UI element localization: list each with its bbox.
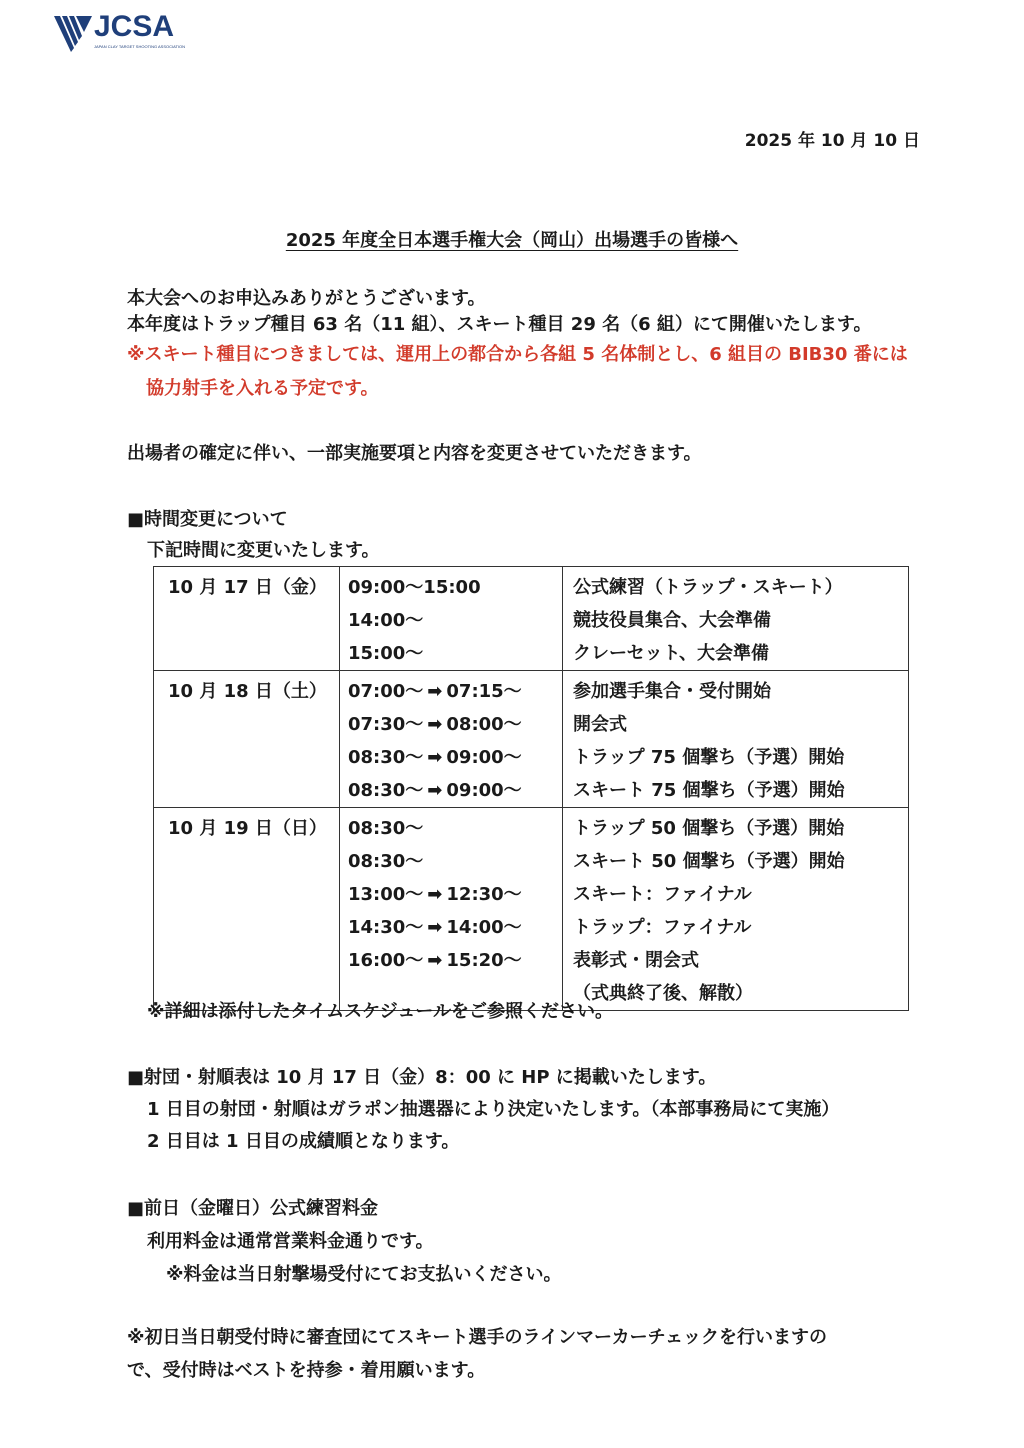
fee-line-2: ※料金は当日射撃場受付にてお支払いください。 [166,1264,562,1285]
time-change-subtext: 下記時間に変更いたします。 [147,540,380,561]
intro-line-1: 本大会へのお申込みありがとうございます。 [127,288,486,309]
event-cell: （式典終了後、解散） [573,983,753,1004]
jcsa-logo [54,10,194,56]
event-cell: スキート：ファイナル [573,884,752,905]
intro-line-2: 本年度はトラップ種目 63 名（11 組）、スキート種目 29 名（6 組）にて開催いたします。 [127,314,872,335]
day-date: 10 月 18 日（土） [168,681,327,702]
jcsa-emblem-icon [54,14,94,52]
arrow-right-icon: ➡ [427,950,443,971]
fee-line-1: 利用料金は通常営業料金通りです。 [147,1231,434,1252]
event-cell: スキート 50 個撃ち（予選）開始 [573,851,845,872]
arrow-right-icon: ➡ [427,780,443,801]
event-cell: トラップ：ファイナル [573,917,752,938]
time-cell: 16:00～ ➡ 15:20～ [348,944,562,977]
event-cell: スキート 75 個撃ち（予選）開始 [573,780,845,801]
event-cell: トラップ 50 個撃ち（予選）開始 [573,818,845,839]
logo-subtitle: JAPAN CLAY TARGET SHOOTING ASSOCIATION [94,44,186,49]
schedule-day-row [154,567,909,671]
arrow-right-icon: ➡ [427,747,443,768]
arrow-right-icon: ➡ [427,714,443,735]
time-cell: 09:00～15:00 [348,577,481,598]
skeet-note-line-1: ※スキート種目につきましては、運用上の都合から各組 5 名体制とし、6 組目の BIB30 番には [127,344,908,365]
logo-text: JCSA [94,10,175,43]
order-line-1: 1 日目の射団・射順はガラポン抽選器により決定いたします。（本部事務局にて実施） [147,1099,840,1120]
arrow-right-icon: ➡ [427,917,443,938]
event-cell: 表彰式・閉会式 [573,950,699,971]
order-heading: ■射団・射順表は 10 月 17 日（金）8：00 に HP に掲載いたします。 [127,1067,717,1088]
skeet-note-line-2: 協力射手を入れる予定です。 [146,378,379,399]
event-cell: トラップ 75 個撃ち（予選）開始 [573,747,845,768]
document-date: 2025 年 10 月 10 日 [744,131,920,151]
final-note-line-2: で、受付時はベストを持参・着用願います。 [127,1360,486,1381]
time-cell: 14:00～ [348,610,424,631]
time-cell: 08:30～ ➡ 09:00～ [348,741,562,774]
schedule-day-row [154,671,909,808]
schedule-table [153,566,909,1011]
time-cell: 08:30～ [348,818,424,839]
change-notice: 出場者の確定に伴い、一部実施要項と内容を変更させていただきます。 [127,443,702,464]
time-change-heading: ■時間変更について [127,509,288,530]
day-date: 10 月 19 日（日） [168,818,327,839]
event-cell: 競技役員集合、大会準備 [573,610,771,631]
time-cell: 13:00～ ➡ 12:30～ [348,878,562,911]
arrow-right-icon: ➡ [427,884,443,905]
day-date: 10 月 17 日（金） [168,577,327,598]
time-cell: 08:30～ [348,851,424,872]
event-cell: 参加選手集合・受付開始 [573,681,771,702]
time-cell: 07:30～ ➡ 08:00～ [348,708,562,741]
event-cell: クレーセット、大会準備 [573,643,770,664]
schedule-day-row [154,808,909,1011]
time-cell: 14:30～ ➡ 14:00～ [348,911,562,944]
time-cell: 08:30～ ➡ 09:00～ [348,774,562,807]
event-cell: 公式練習（トラップ・スキート） [573,577,843,598]
schedule-note: ※詳細は添付したタイムスケジュールをご参照ください。 [147,1001,614,1022]
fee-heading: ■前日（金曜日）公式練習料金 [127,1198,379,1219]
document-title: 2025 年度全日本選手権大会（岡山）出場選手の皆様へ [285,230,739,251]
event-cell: 開会式 [573,714,627,735]
order-line-2: 2 日目は 1 日目の成績順となります。 [147,1131,460,1152]
time-cell: 15:00～ [348,643,424,664]
arrow-right-icon: ➡ [427,681,443,702]
time-cell: 07:00～ ➡ 07:15～ [348,675,562,708]
final-note-line-1: ※初日当日朝受付時に審査団にてスキート選手のラインマーカーチェックを行いますの [127,1327,828,1348]
